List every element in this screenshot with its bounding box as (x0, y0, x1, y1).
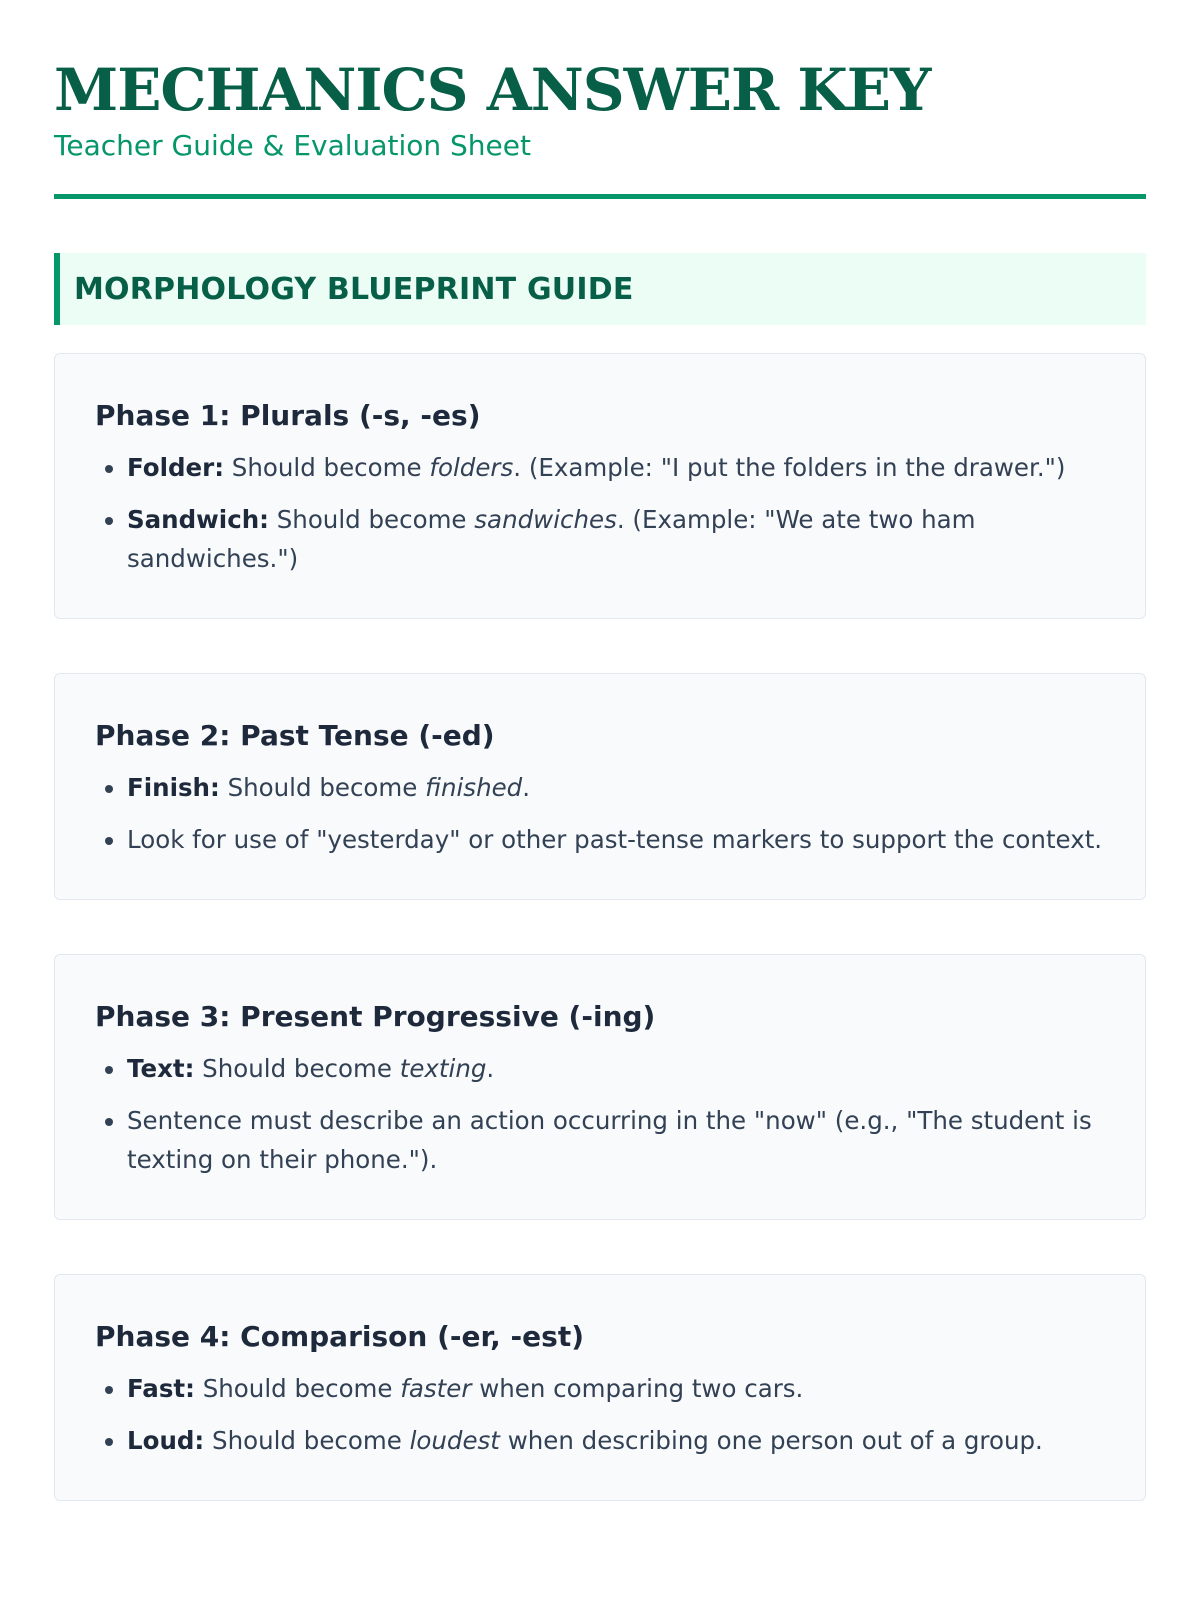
item-term: Finish: (127, 773, 220, 802)
item-answer: texting (399, 1054, 487, 1083)
item-answer: loudest (409, 1426, 500, 1455)
phase-item-list (95, 1049, 1105, 1179)
item-text: . (522, 773, 531, 802)
item-text: Should become (268, 505, 475, 534)
phase-card (54, 954, 1146, 1220)
phase-item (127, 500, 1105, 578)
item-text: Should become (224, 453, 430, 482)
phase-title: Phase 1: Plurals (-s, -es) (95, 399, 481, 432)
item-text: . (486, 1054, 495, 1083)
item-term: Fast: (127, 1374, 195, 1403)
phase-item (127, 768, 1105, 807)
phase-title: Phase 2: Past Tense (-ed) (95, 719, 495, 752)
phase-title: Phase 3: Present Progressive (-ing) (95, 1000, 656, 1033)
item-text: Should become (194, 1374, 401, 1403)
phase-card (54, 673, 1146, 900)
phase-item (127, 1049, 1105, 1088)
item-text: Should become (194, 1054, 400, 1083)
phase-card (54, 1274, 1146, 1501)
phase-item-list (95, 448, 1105, 578)
item-text: Should become (204, 1426, 410, 1455)
item-text: . (Example: "We ate two ham sandwiches.") (127, 505, 976, 573)
item-text: Look for use of "yesterday" or other past-tense markers to support the context. (127, 825, 1103, 854)
item-text: when comparing two cars. (471, 1374, 804, 1403)
phase-title: Phase 4: Comparison (-er, -est) (95, 1320, 585, 1353)
item-answer: finished (425, 773, 523, 802)
page-subtitle: Teacher Guide & Evaluation Sheet (54, 129, 531, 162)
phase-item-list (95, 1369, 1105, 1460)
page-title: MECHANICS ANSWER KEY (54, 56, 931, 124)
item-term: Text: (127, 1054, 195, 1083)
item-term: Folder: (127, 453, 225, 482)
phase-item (127, 1421, 1105, 1460)
phase-item (127, 1369, 1105, 1408)
item-answer: sandwiches (474, 505, 617, 534)
title-divider (54, 194, 1146, 199)
item-text: when describing one person out of a group. (499, 1426, 1043, 1455)
item-text: Sentence must describe an action occurring in the "now" (e.g., "The student is texting on their phone."). (127, 1106, 1092, 1174)
item-text: Should become (219, 773, 426, 802)
phase-item-list (95, 768, 1105, 859)
section-header (54, 253, 1146, 325)
phase-item (127, 448, 1105, 487)
item-answer: folders (429, 453, 514, 482)
item-term: Sandwich: (127, 505, 269, 534)
phase-card (54, 353, 1146, 619)
phase-item (127, 820, 1105, 859)
item-answer: faster (400, 1374, 472, 1403)
item-term: Loud: (127, 1426, 205, 1455)
phase-item (127, 1101, 1105, 1179)
item-text: . (Example: "I put the folders in the drawer.") (513, 453, 1066, 482)
section-title: MORPHOLOGY BLUEPRINT GUIDE (74, 271, 634, 307)
